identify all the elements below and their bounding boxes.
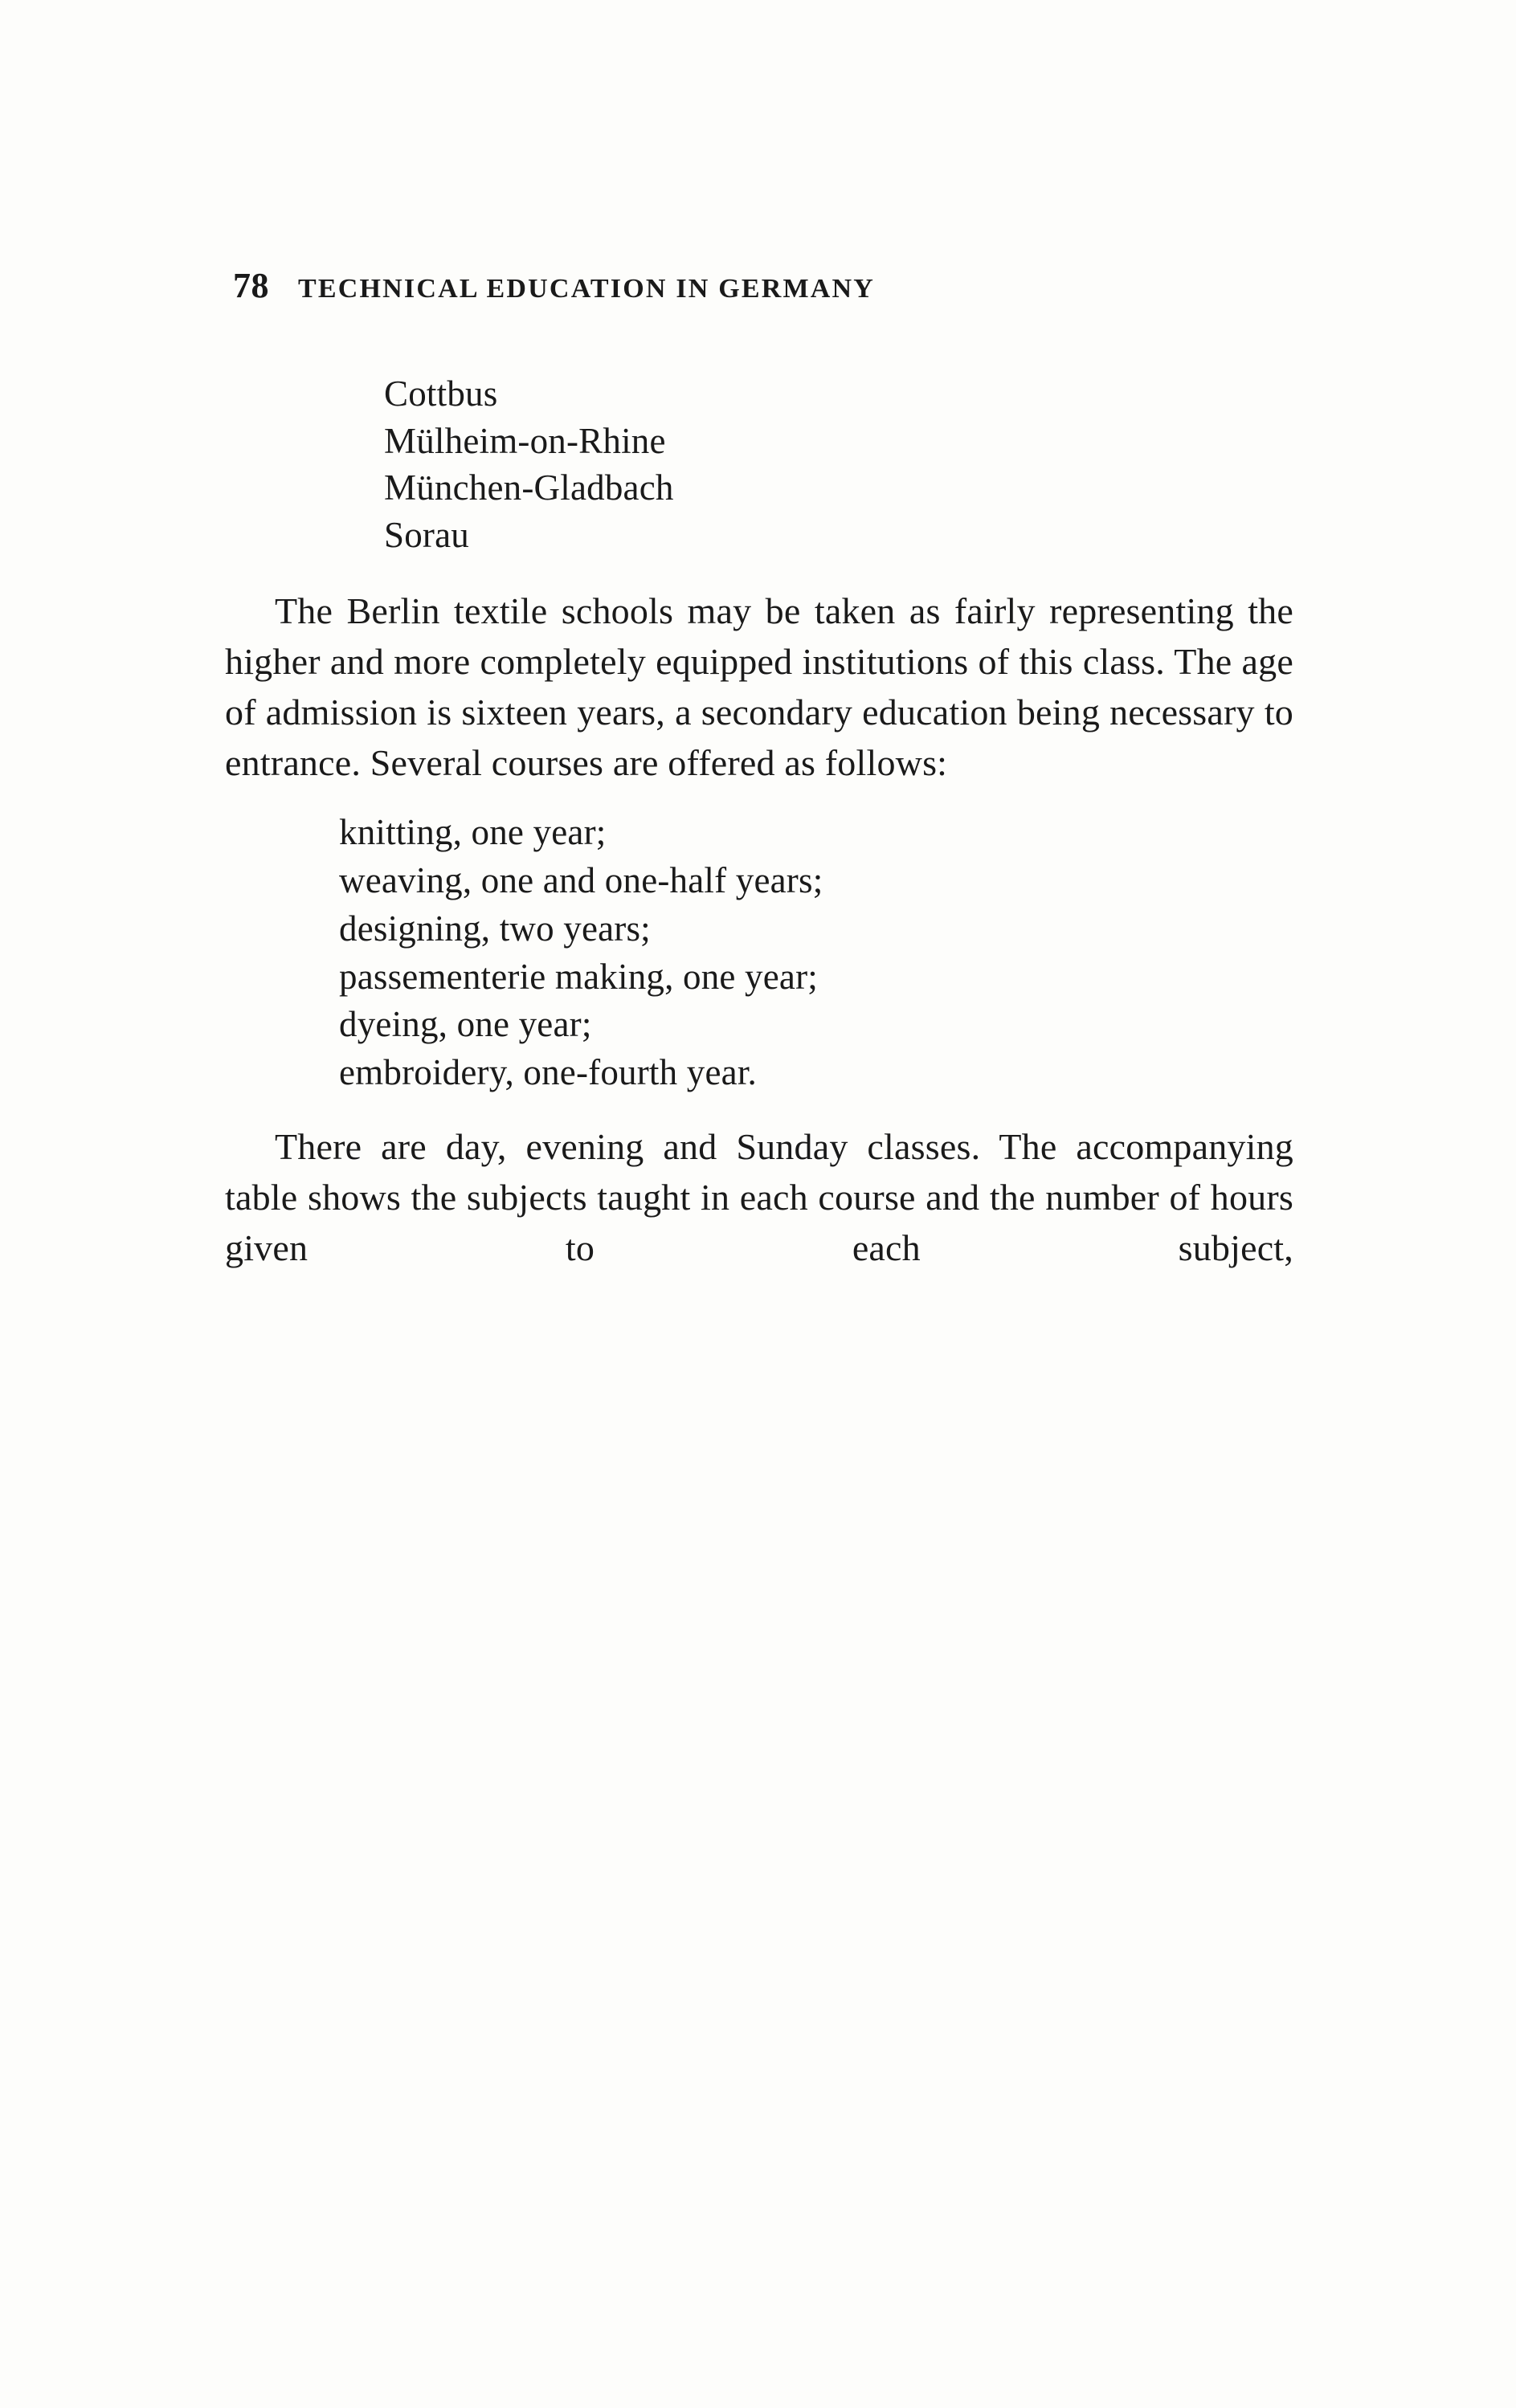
page-content	[225, 265, 1293, 1328]
page-number: 78	[233, 266, 269, 305]
list-item: dyeing, one year;	[339, 1004, 592, 1045]
list-item: Cottbus	[384, 373, 498, 414]
paragraph-text: The Berlin textile schools may be taken as fairly representing the higher and more completely equipped institutions of this class. The age of admission is sixteen years, a secondary education being necessary to entrance. Several courses are offered as follows:	[225, 590, 1293, 784]
list-item: Mülheim-on-Rhine	[384, 420, 666, 461]
paragraph-closing	[225, 1121, 1293, 1324]
paragraph-text: There are day, evening and Sunday classes. The accompanying table shows the subjects taught in each course and the number of hours given to each subject,	[225, 1126, 1293, 1269]
paragraph-intro	[225, 586, 1293, 788]
list-item: knitting, one year;	[339, 812, 607, 853]
list-item: Sorau	[384, 514, 469, 555]
list-item: weaving, one and one-half years;	[339, 859, 823, 900]
running-title: TECHNICAL EDUCATION IN GERMANY	[298, 274, 876, 304]
list-item: passementerie making, one year;	[339, 956, 818, 997]
running-head	[233, 265, 1293, 306]
course-list	[225, 809, 1293, 1097]
list-item: München-Gladbach	[384, 467, 674, 508]
list-item: embroidery, one-fourth year.	[339, 1052, 757, 1093]
city-list	[225, 370, 1293, 558]
list-item: designing, two years;	[339, 908, 651, 949]
